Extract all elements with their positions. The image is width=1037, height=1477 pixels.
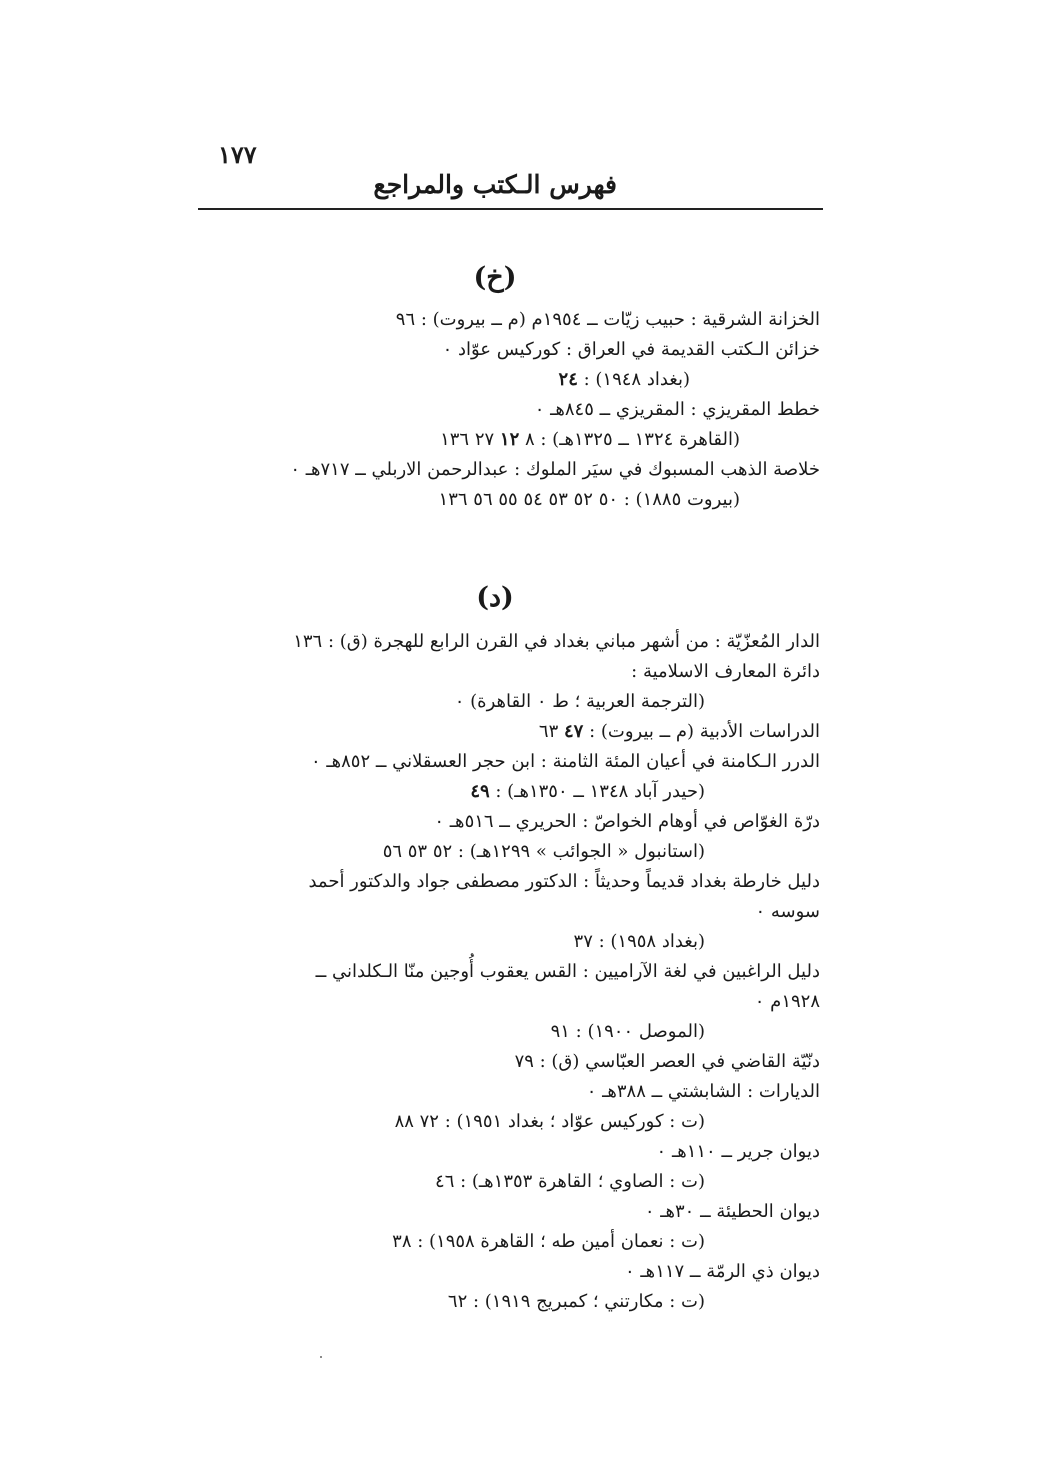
entry-text: الدرر الـكامنة في أعيان المئة الثامنة : ابن حجر العسقلاني ــ ٨٥٢هـ ٠	[310, 751, 820, 772]
index-entry	[170, 1047, 820, 1077]
index-entry	[170, 747, 820, 777]
index-entry	[170, 837, 820, 867]
index-entry	[170, 305, 820, 335]
index-entry	[170, 897, 820, 927]
index-entry	[170, 867, 820, 897]
index-entry	[170, 1197, 820, 1227]
index-entry	[170, 1077, 820, 1107]
entry-text: (استانبول « الجوائب » ١٢٩٩هـ) : ٥٢ ٥٣ ٥٦	[382, 841, 705, 862]
index-section-dal	[170, 582, 820, 1317]
index-entry	[170, 455, 820, 485]
index-entry	[170, 657, 820, 687]
entry-text: دليل خارطة بغداد قديماً وحديثاً : الدكتور مصطفى جواد والدكتور أحمد	[308, 871, 820, 892]
entry-text: الدار المُعزّيّة : من أشهر مباني بغداد في القرن الرابع للهجرة (ق) : ١٣٦	[293, 631, 820, 652]
entry-text: (ت : الصاوي ؛ القاهرة ١٣٥٣هـ) : ٤٦	[435, 1171, 705, 1192]
index-entry	[170, 485, 820, 515]
entry-text: خزائن الـكتب القديمة في العراق : كوركيس عوّاد ٠	[442, 339, 820, 360]
section-letter: (د)	[476, 582, 514, 613]
index-entry	[170, 1167, 820, 1197]
index-entry	[170, 335, 820, 365]
index-entry	[170, 777, 820, 807]
index-entry	[170, 927, 820, 957]
page-ref-bold: ٤٩	[470, 781, 490, 802]
index-entry	[170, 957, 820, 987]
page-ref-bold: ١٢	[499, 429, 520, 450]
index-section-kha	[170, 262, 820, 515]
entry-text: الخزانة الشرقية : حبيب زيّات ــ ١٩٥٤م (م ــ بيروت) : ٩٦	[395, 309, 820, 330]
index-entry	[170, 807, 820, 837]
index-entry	[170, 1017, 820, 1047]
index-entry	[170, 1227, 820, 1257]
entry-text: خطط المقريزي : المقريزي ــ ٨٤٥هـ ٠	[534, 399, 820, 420]
index-entry	[170, 987, 820, 1017]
entry-text: ١٩٢٨م ٠	[754, 991, 820, 1012]
index-entry	[170, 365, 820, 395]
entry-text: دليل الراغبين في لغة الآراميين : القس يعقوب أُوجين منّا الـكلداني ــ	[315, 961, 820, 982]
index-entry	[170, 425, 820, 455]
entry-text: خلاصة الذهب المسبوك في سيَر الملوك : عبدالرحمن الاربلي ــ ٧١٧هـ ٠	[290, 459, 820, 480]
entry-text: درّة الغوّاص في أوهام الخواصّ : الحريري ــ ٥١٦هـ ٠	[434, 811, 820, 832]
entry-text: (الترجمة العربية ؛ ط ٠ القاهرة) ٠	[454, 691, 705, 712]
index-entry	[170, 1287, 820, 1317]
entry-text: (ت : كوركيس عوّاد ؛ بغداد ١٩٥١) : ٧٢ ٨٨	[394, 1111, 705, 1132]
page-ref-bold: ٢٤	[558, 369, 578, 390]
entry-text: ديوان ذي الرمّة ــ ١١٧هـ ٠	[625, 1261, 820, 1282]
entry-text: (بيروت ١٨٨٥) : ٥٠ ٥٢ ٥٣ ٥٤ ٥٥ ٥٦ ١٣٦	[438, 489, 740, 510]
entry-text: (ت : مكارتني ؛ كمبريج ١٩١٩) : ٦٢	[447, 1291, 705, 1312]
index-entry	[170, 627, 820, 657]
entry-text: ٢٧ ١٣٦	[440, 429, 500, 450]
entry-text: ديوان جرير ــ ١١٠هـ ٠	[656, 1141, 820, 1162]
entry-text: دائرة المعارف الاسلامية :	[631, 661, 820, 682]
page-ref-bold: ٤٧	[564, 721, 584, 742]
index-entry	[170, 1107, 820, 1137]
entry-list	[170, 627, 820, 1317]
entry-text: (القاهرة ١٣٢٤ ــ ١٣٢٥هـ) : ٨	[519, 429, 740, 450]
section-letter: (خ)	[473, 262, 517, 293]
entry-list	[170, 305, 820, 515]
entry-text: (الموصل ١٩٠٠) : ٩١	[550, 1021, 705, 1042]
entry-text: (بغداد ١٩٥٨) : ٣٧	[573, 931, 705, 952]
index-entry	[170, 1257, 820, 1287]
page-number: ١٧٧	[218, 140, 257, 169]
index-entry	[170, 1137, 820, 1167]
entry-text: الدراسات الأدبية (م ــ بيروت) :	[583, 721, 820, 742]
index-entry	[170, 395, 820, 425]
header-rule	[198, 208, 823, 210]
running-head: فهرس الـكتب والمراجع	[373, 170, 617, 199]
stray-mark	[320, 1356, 322, 1358]
index-entry	[170, 717, 820, 747]
entry-text: ٦٣	[538, 721, 564, 742]
entry-text: (ت : نعمان أمين طه ؛ القاهرة ١٩٥٨) : ٣٨	[392, 1231, 705, 1252]
entry-text: (بغداد ١٩٤٨) :	[577, 369, 690, 390]
entry-text: (حيدر آباد ١٣٤٨ ــ ١٣٥٠هـ) :	[489, 781, 705, 802]
entry-text: سوسه ٠	[755, 901, 820, 922]
entry-text: الديارات : الشابشتي ــ ٣٨٨هـ ٠	[586, 1081, 820, 1102]
entry-text: دنّيّة القاضي في العصر العبّاسي (ق) : ٧٩	[514, 1051, 820, 1072]
index-entry	[170, 687, 820, 717]
entry-text: ديوان الحطيئة ــ ٣٠هـ ٠	[644, 1201, 820, 1222]
